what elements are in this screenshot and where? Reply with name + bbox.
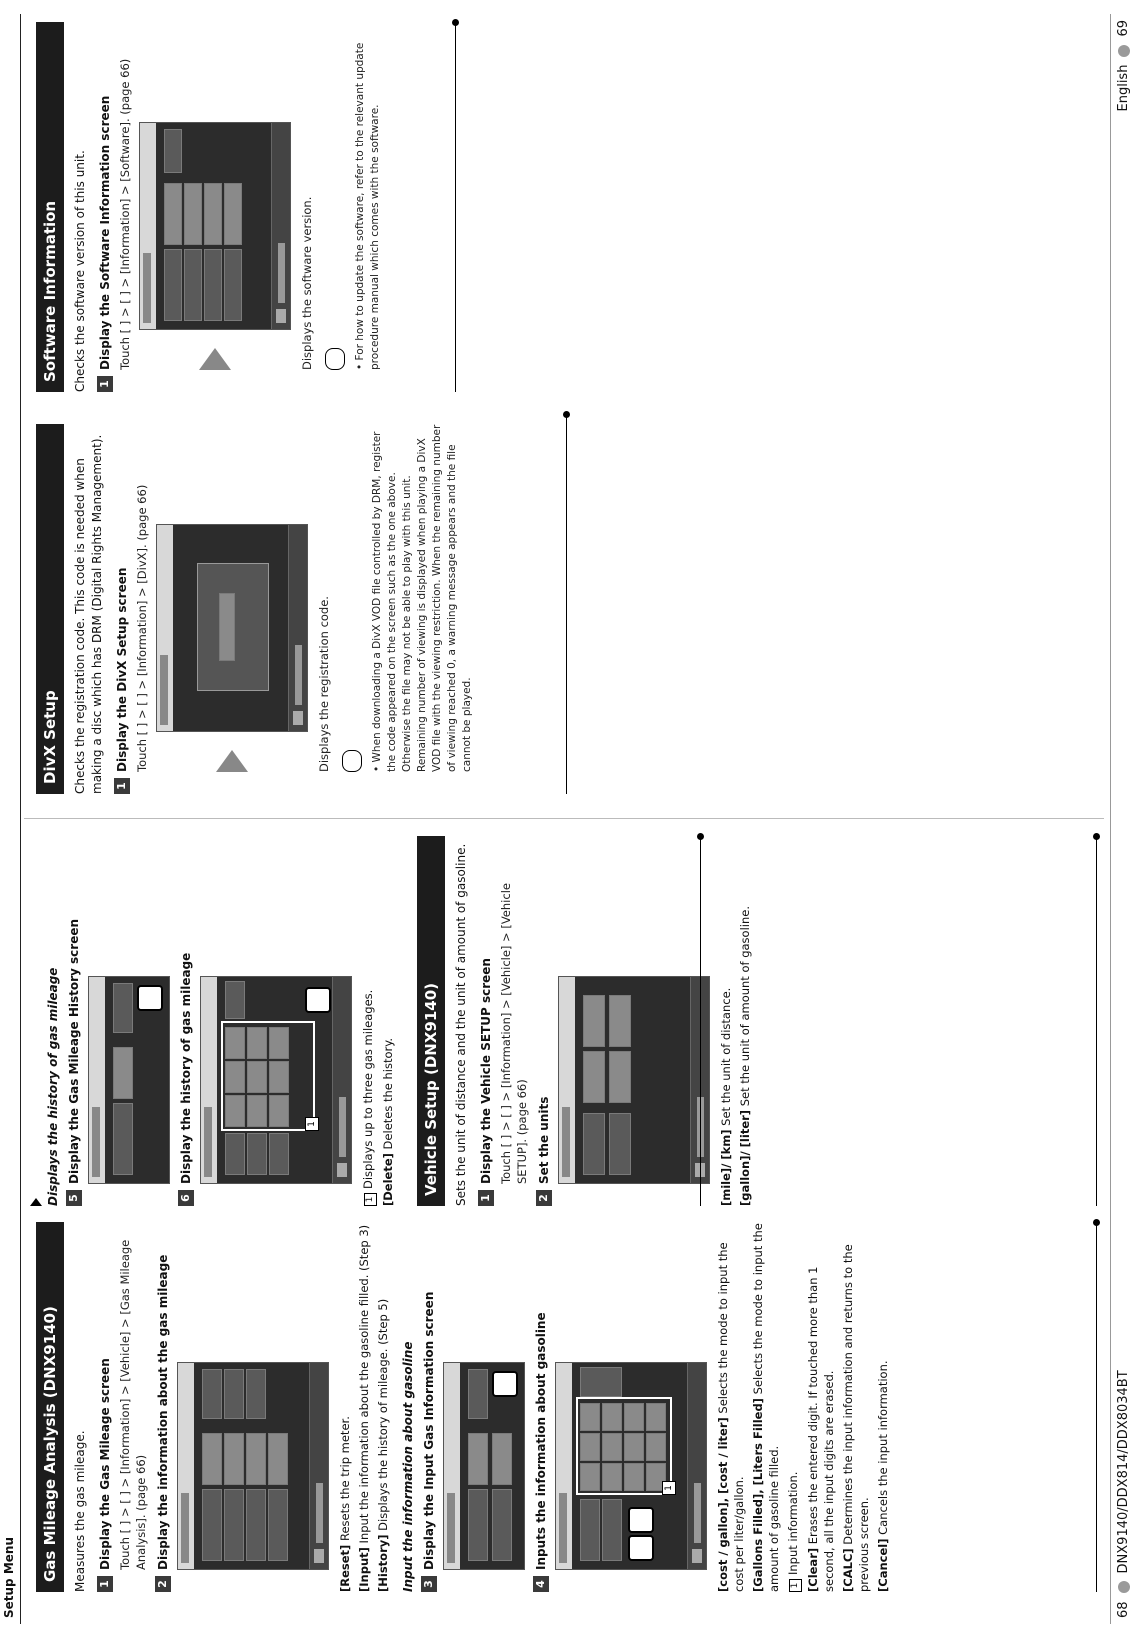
section-end-line bbox=[1096, 836, 1097, 1206]
section-end-dot bbox=[1093, 833, 1100, 840]
step-title: Display the Software Information screen bbox=[98, 95, 112, 370]
step-body: Touch [ ] > [ ] > [Information] > [Software]. (page 66) bbox=[118, 58, 132, 370]
home-icon bbox=[293, 711, 303, 725]
screen-cell bbox=[583, 1113, 605, 1175]
home-icon bbox=[276, 309, 286, 323]
section-end-line bbox=[455, 22, 456, 392]
screenshot-row bbox=[555, 1222, 707, 1592]
step-number: 2 bbox=[155, 1576, 171, 1592]
note-icon bbox=[342, 750, 362, 772]
screen-cell bbox=[202, 1433, 222, 1485]
screen-cell bbox=[468, 1489, 488, 1561]
definition-term: [Clear] bbox=[806, 1547, 820, 1592]
section-title-divx-setup: DivX Setup bbox=[36, 424, 64, 794]
screen-title-bar bbox=[201, 977, 217, 1183]
step-number: 6 bbox=[178, 1190, 194, 1206]
definition-term: [cost / gallon], [cost / liter] bbox=[716, 1417, 730, 1592]
footer-left bbox=[1116, 1370, 1131, 1618]
screen-cell bbox=[247, 1133, 267, 1175]
screen-cell bbox=[269, 1133, 289, 1175]
history-vehicle-column bbox=[36, 836, 756, 1206]
step-title: Set the units bbox=[537, 1096, 551, 1184]
screen-button bbox=[225, 981, 245, 1019]
section-end-dot bbox=[563, 411, 570, 418]
step-4 bbox=[533, 1222, 549, 1592]
screen-cell bbox=[224, 249, 242, 321]
definition-text: Cancels the input information. bbox=[876, 1360, 890, 1535]
definition-item bbox=[805, 1222, 837, 1592]
screen-cell bbox=[246, 1489, 266, 1561]
screenshot-row bbox=[88, 836, 170, 1206]
section-description: Sets the unit of distance and the unit of amount of gasoline. bbox=[454, 843, 468, 1206]
step-5 bbox=[66, 836, 82, 1206]
step-2-definitions bbox=[337, 1222, 391, 1592]
definition-text: Set the unit of amount of gasoline. bbox=[738, 906, 752, 1107]
callout-1: 1 bbox=[662, 1481, 676, 1495]
note-body: When downloading a DivX VOD file controlled by DRM, register the code appeared on the screen such as the one above. Otherwise the file may not be able to play with this unit. Remaining number of viewing is displayed when playing a DivX VOD file with the viewing restriction. When the remaining number of viewing reached 0, a warning message appears and the file cannot be played. bbox=[371, 424, 473, 772]
screen-cell bbox=[204, 183, 222, 245]
section-description: Measures the gas mileage. bbox=[73, 1430, 87, 1592]
screen-cell bbox=[225, 1133, 245, 1175]
step-6-definitions bbox=[360, 836, 396, 1206]
folio-dot-icon bbox=[1118, 1581, 1130, 1593]
language-label: English bbox=[1116, 64, 1131, 112]
screen-bottom-bar bbox=[271, 123, 290, 329]
screen-title-bar bbox=[559, 977, 575, 1183]
note-body: For how to update the software, refer to the relevant update procedure manual which comes with the software. bbox=[354, 42, 381, 370]
screen-cell bbox=[224, 1433, 244, 1485]
highlight-frame bbox=[221, 1021, 315, 1131]
screen-cell bbox=[184, 183, 202, 245]
touch-hand-icon bbox=[492, 1371, 518, 1397]
screen-button bbox=[113, 983, 133, 1033]
definition-item bbox=[875, 1222, 891, 1592]
screen-title-glyph bbox=[204, 1107, 212, 1177]
definition-item bbox=[737, 836, 753, 1206]
step-number: 1 bbox=[478, 1190, 494, 1206]
screen-title-bar bbox=[157, 525, 173, 731]
section-title-software-information: Software Information bbox=[36, 22, 64, 392]
section-end-dot bbox=[452, 19, 459, 26]
screen-cell bbox=[609, 1113, 631, 1175]
definition-item bbox=[360, 836, 377, 1206]
definition-term: [CALC] bbox=[841, 1548, 855, 1592]
step-6 bbox=[178, 836, 194, 1206]
step-number: 1 bbox=[97, 376, 113, 392]
screen-bottom-bar bbox=[332, 977, 351, 1183]
step-title: Display the Gas Mileage screen bbox=[98, 1358, 112, 1570]
screen-button bbox=[246, 1369, 266, 1419]
screen-cell bbox=[113, 1103, 133, 1175]
step-3 bbox=[421, 1222, 437, 1592]
vehicle-definitions bbox=[718, 836, 753, 1206]
touch-hand-icon bbox=[628, 1535, 654, 1561]
section-description: Checks the registration code. This code is needed when making a disc which has DRM (Digital Rights Management). bbox=[73, 434, 104, 794]
definition-term: [gallon]/ [liter] bbox=[738, 1109, 752, 1206]
screen-cell bbox=[224, 183, 242, 245]
step-title: Display the Gas Mileage History screen bbox=[67, 918, 81, 1184]
definition-text: Input information. bbox=[786, 1471, 800, 1575]
step-title: Display the Vehicle SETUP screen bbox=[479, 958, 493, 1184]
continuation-marker-icon bbox=[30, 1198, 42, 1206]
home-icon bbox=[337, 1163, 347, 1177]
step-body: Touch [ ] > [ ] > [Information] > [Vehicle] > [Gas Mileage Analysis]. (page 66) bbox=[118, 1239, 148, 1570]
step-body: Touch [ ] > [ ] > [Information] > [Vehicle] > [Vehicle SETUP]. (page 66) bbox=[499, 883, 529, 1184]
section-end-dot bbox=[1093, 1219, 1100, 1226]
divx-setup-column bbox=[36, 424, 475, 794]
step-title: Inputs the information about gasoline bbox=[534, 1312, 548, 1570]
screen-cell bbox=[492, 1489, 512, 1561]
screen-cell bbox=[224, 1489, 244, 1561]
screen-cell bbox=[602, 1499, 622, 1561]
callout-number: 1 bbox=[789, 1579, 802, 1592]
definition-text: Set the unit of distance. bbox=[719, 987, 733, 1126]
screen-title-glyph bbox=[562, 1107, 570, 1177]
definition-item bbox=[337, 1222, 353, 1592]
definition-item bbox=[785, 1222, 802, 1592]
folio-dot-icon bbox=[1118, 45, 1130, 57]
screen-button bbox=[164, 129, 182, 173]
model-names: DNX9140/DDX814/DDX8034BT bbox=[1116, 1370, 1131, 1574]
definition-text: Deletes the history. bbox=[381, 1037, 395, 1150]
page-divider bbox=[24, 818, 1104, 819]
step-title: Display the history of gas mileage bbox=[179, 952, 193, 1184]
subsection-history: Displays the history of gas mileage bbox=[46, 967, 60, 1206]
vehicle-setup-screen-image bbox=[558, 976, 710, 1184]
screen-status-glyph bbox=[316, 1483, 323, 1543]
screenshot-row bbox=[443, 1222, 525, 1592]
definition-term: [mile]/ [km] bbox=[719, 1129, 733, 1206]
screen-status-glyph bbox=[694, 1483, 701, 1543]
page-number-right: 69 bbox=[1116, 20, 1131, 37]
definition-item bbox=[750, 1222, 782, 1592]
section-end-line bbox=[1096, 1222, 1097, 1592]
screen-cell bbox=[268, 1433, 288, 1485]
note-text: • When downloading a DivX VOD file controlled by DRM, register the code appeared on the screen such as the one above. Otherwise the file may not be able to play with this unit. Remaining number of viewing is displayed when playing a DivX VOD file with the viewing restriction. When the remaining number of viewing reached 0, a warning message appears and the file cannot be played. bbox=[371, 424, 473, 772]
definition-text: Erases the entered digit. If touched more than 1 second, all the input digits are erased. bbox=[806, 1266, 836, 1592]
screen-title-bar bbox=[444, 1363, 460, 1569]
definition-text: Input the information about the gasoline filled. (Step 3) bbox=[357, 1224, 371, 1544]
touch-hand-icon bbox=[628, 1507, 654, 1533]
step-title: Display the Input Gas Information screen bbox=[422, 1291, 436, 1570]
screen-button bbox=[202, 1369, 222, 1419]
screen-cell bbox=[164, 249, 182, 321]
screen-cell bbox=[184, 249, 202, 321]
step-1 bbox=[97, 22, 113, 392]
section-end-line bbox=[566, 414, 567, 794]
screen-bottom-bar bbox=[687, 1363, 706, 1569]
screenshot-row bbox=[200, 836, 352, 1206]
definition-text: Selects the mode to input the amount of gasoline filled. bbox=[751, 1223, 781, 1592]
screen-title-glyph bbox=[559, 1493, 567, 1563]
section-end-line bbox=[700, 836, 701, 1206]
step-1 bbox=[114, 424, 130, 794]
step-1 bbox=[478, 836, 494, 1206]
home-icon bbox=[314, 1549, 324, 1563]
gas-mileage-screen-image bbox=[177, 1362, 329, 1570]
definition-term: [Reset] bbox=[338, 1544, 352, 1592]
software-info-column bbox=[36, 22, 383, 392]
callout-1: 1 bbox=[305, 1117, 319, 1131]
registration-code-field bbox=[219, 593, 235, 661]
screen-title-glyph bbox=[143, 253, 151, 323]
section-title-gas-mileage: Gas Mileage Analysis (DNX9140) bbox=[36, 1222, 64, 1592]
touch-hand-icon bbox=[305, 987, 331, 1013]
gas-mileage-screen-partial-image bbox=[88, 976, 170, 1184]
screen-button bbox=[583, 995, 605, 1047]
note-text: • For how to update the software, refer to the relevant update procedure manual which comes with the software. bbox=[354, 42, 381, 370]
definition-term: [History] bbox=[376, 1534, 390, 1592]
screen-status-glyph bbox=[278, 243, 285, 303]
screen-title-glyph bbox=[160, 655, 168, 725]
screen-cell bbox=[468, 1433, 488, 1485]
gas-mileage-screen-partial-image bbox=[443, 1362, 525, 1570]
step-number: 5 bbox=[66, 1190, 82, 1206]
screen-cell bbox=[164, 183, 182, 245]
screen-button bbox=[580, 1367, 622, 1397]
section-description: Checks the software version of this unit. bbox=[73, 150, 87, 392]
step-title: Display the DivX Setup screen bbox=[115, 567, 129, 772]
arrow-right-icon bbox=[199, 348, 231, 370]
screen-title-bar bbox=[556, 1363, 572, 1569]
running-head: Setup Menu bbox=[2, 1537, 16, 1618]
step-number: 4 bbox=[533, 1576, 549, 1592]
page-number-left: 68 bbox=[1116, 1601, 1131, 1618]
definition-item bbox=[715, 1222, 747, 1592]
note-icon bbox=[325, 348, 345, 370]
footer-right bbox=[1116, 20, 1131, 112]
home-icon bbox=[692, 1549, 702, 1563]
screen-bottom-bar bbox=[309, 1363, 328, 1569]
step-number: 1 bbox=[97, 1576, 113, 1592]
screen-title-bar bbox=[178, 1363, 194, 1569]
screen-cell bbox=[492, 1433, 512, 1485]
screenshot-row bbox=[177, 1222, 329, 1592]
screen-cell bbox=[204, 249, 222, 321]
gas-mileage-column bbox=[36, 1222, 894, 1592]
screen-button bbox=[583, 1051, 605, 1103]
definition-text: Displays up to three gas mileages. bbox=[361, 989, 375, 1189]
screen-button bbox=[609, 1051, 631, 1103]
definition-text: Resets the trip meter. bbox=[338, 1416, 352, 1542]
software-information-screen-image bbox=[139, 122, 291, 330]
footer-rule bbox=[1110, 14, 1111, 1624]
result-text: Displays the software version. bbox=[300, 196, 314, 370]
section-end-dot bbox=[697, 833, 704, 840]
screen-cell bbox=[246, 1433, 266, 1485]
divx-setup-screen-image bbox=[156, 524, 308, 732]
screen-cell bbox=[268, 1489, 288, 1561]
screen-button bbox=[468, 1369, 488, 1419]
screenshot-row bbox=[558, 836, 710, 1206]
screen-button bbox=[224, 1369, 244, 1419]
definition-text: Displays the history of mileage. (Step 5) bbox=[376, 1298, 390, 1531]
step-title: Display the information about the gas mileage bbox=[156, 1254, 170, 1570]
header-rule bbox=[20, 14, 21, 1624]
screen-title-glyph bbox=[92, 1107, 100, 1177]
definition-text: Selects the mode to input the cost per liter/gallon. bbox=[716, 1242, 746, 1592]
step-1 bbox=[97, 1222, 113, 1592]
screen-cell bbox=[113, 1047, 133, 1099]
screen-button bbox=[609, 995, 631, 1047]
definition-item bbox=[375, 1222, 391, 1592]
definition-item bbox=[840, 1222, 872, 1592]
screen-cell bbox=[580, 1499, 600, 1561]
screenshot-row bbox=[139, 22, 291, 392]
section-title-vehicle-setup: Vehicle Setup (DNX9140) bbox=[417, 836, 445, 1206]
screen-status-glyph bbox=[295, 645, 302, 705]
screen-title-glyph bbox=[181, 1493, 189, 1563]
definition-item bbox=[718, 836, 734, 1206]
definition-term: [Input] bbox=[357, 1547, 371, 1592]
definition-term: [Cancel] bbox=[876, 1538, 890, 1592]
definition-term: [Gallons Filled], [Liters Filled] bbox=[751, 1398, 765, 1592]
definition-item bbox=[356, 1222, 372, 1592]
subsection-input-gasoline: Input the information about gasoline bbox=[401, 1341, 415, 1592]
screenshot-row bbox=[156, 424, 308, 794]
step-2 bbox=[536, 836, 552, 1206]
callout-number: 1 bbox=[364, 1193, 377, 1206]
definition-item bbox=[380, 836, 396, 1206]
highlight-frame bbox=[576, 1397, 672, 1495]
screen-title-bar bbox=[89, 977, 105, 1183]
step-4-definitions bbox=[715, 1222, 891, 1592]
result-text: Displays the registration code. bbox=[317, 596, 331, 772]
screen-title-glyph bbox=[447, 1493, 455, 1563]
screen-bottom-bar bbox=[288, 525, 307, 731]
step-number: 2 bbox=[536, 1190, 552, 1206]
arrow-right-icon bbox=[216, 750, 248, 772]
definition-term: [Delete] bbox=[381, 1153, 395, 1206]
step-2 bbox=[155, 1222, 171, 1592]
touch-hand-icon bbox=[137, 985, 163, 1011]
screen-title-bar bbox=[140, 123, 156, 329]
screen-status-glyph bbox=[339, 1097, 346, 1157]
screen-cell bbox=[202, 1489, 222, 1561]
gas-mileage-history-screen-image bbox=[200, 976, 352, 1184]
step-body: Touch [ ] > [ ] > [Information] > [DivX]. (page 66) bbox=[135, 484, 149, 772]
step-number: 3 bbox=[421, 1576, 437, 1592]
step-number: 1 bbox=[114, 778, 130, 794]
definition-text: Determines the input information and returns to the previous screen. bbox=[841, 1244, 871, 1592]
input-gas-screen-image bbox=[555, 1362, 707, 1570]
